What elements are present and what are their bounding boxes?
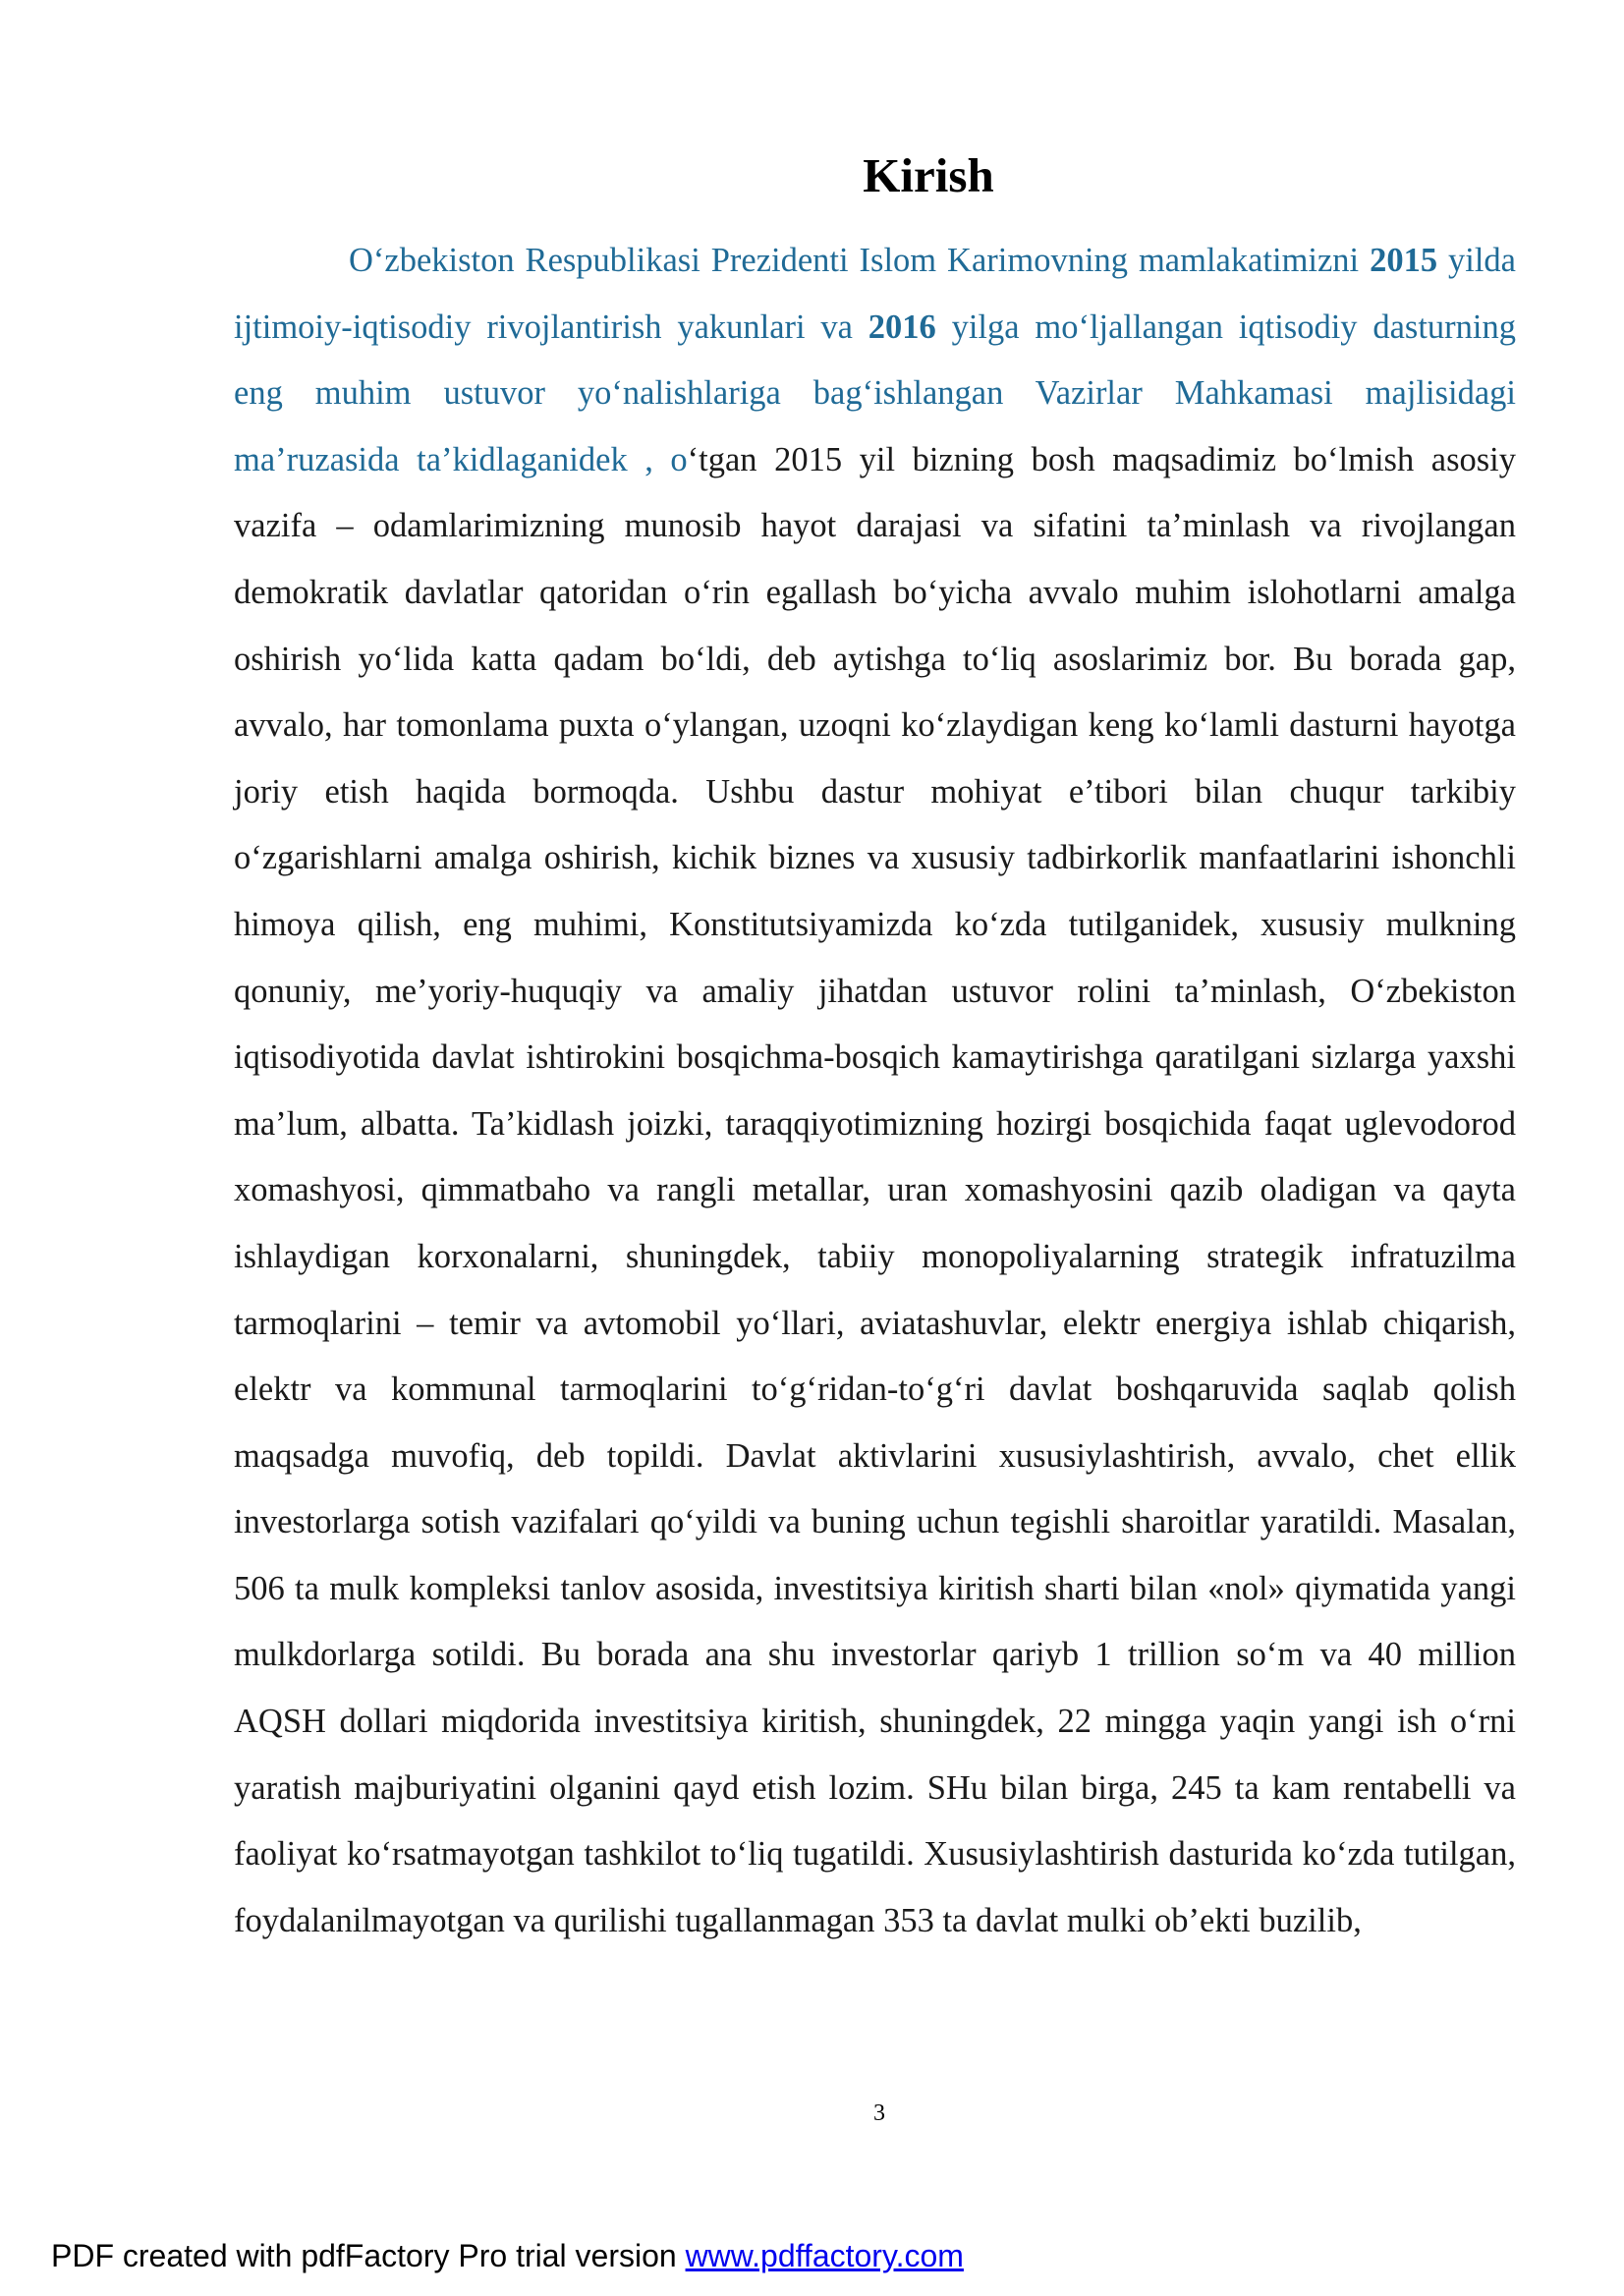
main-text: ‘tgan 2015 yil bizning bosh maqsadimiz bo‘lmish asosiy vazifa – odamlarimizning munosib hayot darajasi va sifatini ta’minlash va rivojlangan demokratik davlatlar qatoridan o‘rin egallash bo‘yicha avvalo muhim islohotlarni amalga oshirish yo‘lida katta qadam bo‘ldi, deb aytishga to‘liq asoslarimiz bor. Bu borada gap, avvalo, har tomonlama puxta o‘ylangan, uzoqni ko‘zlaydigan keng ko‘lamli dasturni hayotga joriy etish haqida bormoqda. Ushbu dastur mohiyat e’tibori bilan chuqur tarkibiy o‘zgarishlarni amalga oshirish, kichik biznes va xususiy tadbirkorlik manfaatlarini ishonchli himoya qilish, eng muhimi, Konstitutsiyamizda ko‘zda tutilganidek, xususiy mulkning qonuniy, me’yoriy-huquqiy va amaliy jihatdan ustuvor rolini ta’minlash, O‘zbekiston iqtisodiyotida davlat ishtirokini bosqichma-bosqich kamaytirishga qaratilgani sizlarga yaxshi ma’lum, albatta. Ta’kidlash joizki, taraqqiyotimizning hozirgi bosqichida faqat uglevodorod xomashyosi, qimmatbaho va rangli metallar, uran xomashyosini qazib oladigan va qayta ishlaydigan korxonalarni, shuningdek, tabiiy monopoliyalarning strategik infratuzilma tarmoqlarini – temir va avtomobil yo‘llari, aviatashuvlar, elektr energiya ishlab chiqarish, elektr va kommunal tarmoqlarini to‘g‘ridan-to‘g‘ri davlat boshqaruvida saqlab qolish maqsadga muvofiq, deb topildi. Davlat aktivlarini xususiylashtirish, avvalo, chet ellik investorlarga sotish vazifalari qo‘yildi va buning uchun tegishli sharoitlar yaratildi. Masalan, 506 ta mulk kompleksi tanlov asosida, investitsiya kiritish sharti bilan «nol» qiymatida yangi mulkdorlarga sotildi. Bu borada ana shu investorlar qariyb 1 trillion so‘m va 40 million AQSH dollari miqdorida investitsiya kiritish, shuningdek, 22 mingga yaqin yangi ish o‘rni yaratish majburiyatini olganini qayd etish lozim. SHu bilan birga, 245 ta kam rentabelli va faoliyat ko‘rsatmayotgan tashkilot to‘liq tugatildi. Xususiylashtirish dasturida ko‘zda tutilgan, foydalanilmayotgan va qurilishi tugallanmagan 353 ta davlat mulki ob’ekti buzilib,: [234, 440, 1517, 1939]
page-title: Kirish: [863, 148, 994, 202]
footer-text: PDF created with pdfFactory Pro trial version: [51, 2238, 686, 2273]
intro-text-2: yilda ijtimoiy-iqtisodiy rivojlantirish yakunlari va: [234, 242, 1516, 346]
footer-link[interactable]: www.pdffactory.com: [685, 2238, 964, 2273]
body-paragraph: [234, 228, 1516, 1954]
year-2015: 2015: [1370, 242, 1438, 279]
page-number: 3: [873, 2100, 885, 2126]
year-2016: 2016: [868, 308, 936, 346]
intro-text-1: O‘zbekiston Respublikasi Prezidenti Islom Karimovning mamlakatimizni: [349, 242, 1371, 279]
intro-text-3: yilga mo‘ljallangan iqtisodiy dasturning eng muhim ustuvor yo‘nalishlariga bag‘ishlangan Vazirlar Mahkamasi majlisidagi ma’ruzasida ta’kidlaganidek , o: [234, 308, 1516, 478]
pdf-footer: [51, 2238, 964, 2274]
